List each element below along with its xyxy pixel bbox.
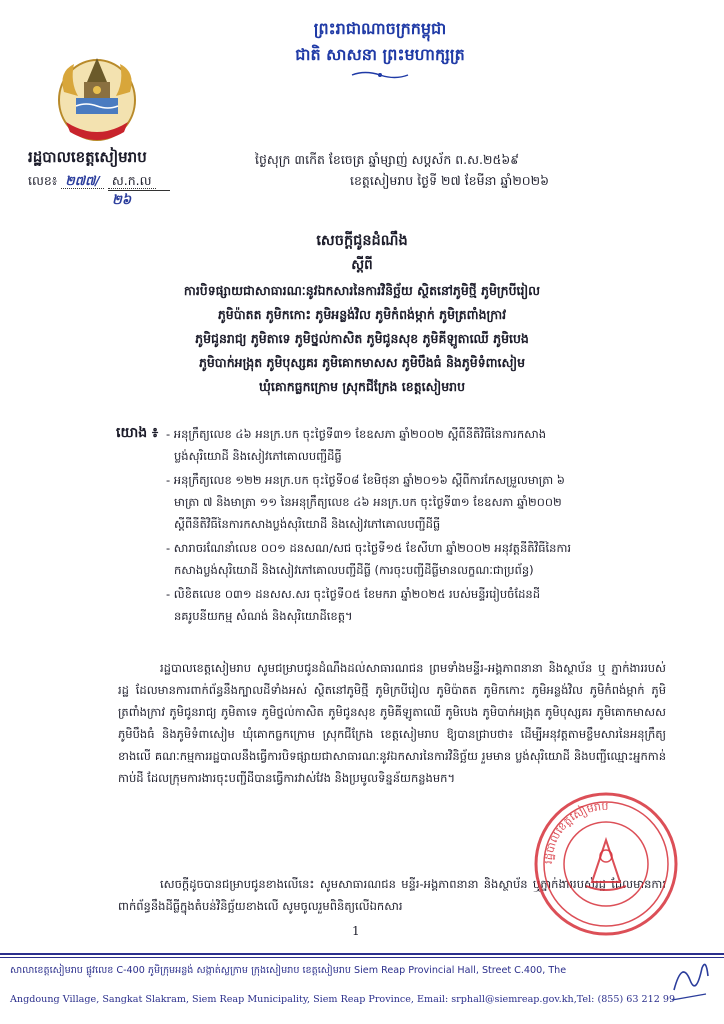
references-label: យោង ៖ — [116, 425, 159, 441]
reference-sub-number: ២៦ — [112, 193, 132, 208]
reference-text: កសាងប្លង់សុរិយោដី និងសៀវភៅគោលបញ្ជីដីធ្លី (ការចុះបញ្ជីដីធ្លីមានលក្ខណៈជាប្រព័ន្ធ) — [174, 563, 534, 577]
reference-text: មាត្រា ៧ និងមាត្រា ១១ នៃអនុក្រឹត្យលេខ ៤៦ អនក្រ.បក ចុះថ្ងៃទី៣១ ខែឧសភា ឆ្នាំ២០០២ — [174, 495, 562, 509]
reference-text: ប្លង់សុរិយោដី និងសៀវភៅគោលបញ្ជីដីធ្លី — [174, 449, 342, 463]
reference-divider — [108, 190, 170, 191]
nation-motto: ជាតិ សាសនា ព្រះមហាក្សត្រ — [295, 45, 465, 64]
reference-text: - លិខិតលេខ ០៣១ ដនសស.សរ ចុះថ្ងៃទី០៥ ខែមករា ឆ្នាំ២០២៥ របស់មន្ទីររៀបចំដែនដី — [166, 587, 541, 601]
reference-number-value: ២៧៧/ — [61, 173, 104, 189]
reference-item — [166, 583, 666, 627]
footer-contact: Angdoung Village, Sangkat Slakram, Siem Reap Municipality, Siem Reap Province, Email: srphall@siemreap.gov.kh,Tel: (855) 63 212 99 — [10, 994, 676, 1005]
notice-title: សេចក្ដីជូនដំណឹង — [316, 233, 408, 249]
footer-address: សាលាខេត្តសៀមរាប ផ្លូវលេខ C-400 ភូមិក្រុមអន្លង់ សង្កាត់ស្លក្រាម ក្រុងសៀមរាប ខេត្តសៀមរាប Siem Reap Provincial Hall, Street C.400, The — [10, 965, 567, 976]
ornament-divider-icon — [350, 70, 410, 80]
signature-mark — [668, 950, 712, 1010]
reference-text: - សារាចរណែនាំលេខ ០០១ ដនសណ/សជ ចុះថ្ងៃទី១៥ ខែសីហា ឆ្នាំ២០០២ អនុវត្តនីតិវិធីនៃការ — [166, 541, 572, 555]
notice-subject-line: ឃុំគោកធ្លកក្រោម ស្រុកជីក្រែង ខេត្តសៀមរាប — [258, 379, 466, 394]
reference-item — [166, 469, 666, 535]
notice-subject-line: ការបិទផ្សាយជាសាធារណៈនូវឯកសារនៃការវិនិច្ឆ័យ ស្ថិតនៅភូមិថ្មី ភូមិក្របីរៀល — [183, 283, 541, 298]
svg-text:រដ្ឋបាលខេត្តសៀមរាប: រដ្ឋបាលខេត្តសៀមរាប — [541, 799, 609, 865]
lunar-date: ថ្ងៃសុក្រ ៣កើត ខែចេត្រ ឆ្នាំម្សាញ់ សប្តស័ក ព.ស.២៥៦៩ — [255, 152, 520, 167]
reference-suffix: ស.ក.ល — [108, 173, 156, 189]
issuing-authority: រដ្ឋបាលខេត្តសៀមរាប — [28, 148, 147, 166]
kingdom-title: ព្រះរាជាណាចក្រកម្ពុជា — [313, 19, 447, 38]
notice-subject-label: ស្ដីពី — [351, 257, 373, 273]
notice-subject-line: ភូមិប៉ាតត ភូមិកកោះ ភូមិអន្លង់វិល ភូមិកំពង់ម្កាក់ ភូមិត្រពាំងក្រាវ — [217, 307, 507, 322]
notice-subject-line: ភូមិបាក់អង្រុត ភូមិបុស្សគរ ភូមិគោកមាសស ភូមិបឹងធំ និងភូមិទំពាសៀម — [198, 355, 526, 370]
footer-divider — [0, 957, 724, 958]
reference-text: - អនុក្រឹត្យលេខ ៤៦ អនក្រ.បក ចុះថ្ងៃទី៣១ ខែឧសភា ឆ្នាំ២០០២ ស្ដីពីនីតិវិធីនៃការកសាង — [166, 427, 547, 441]
page-number: 1 — [352, 924, 360, 938]
reference-label: លេខ៖ — [28, 173, 58, 188]
reference-text: នគរូបនីយកម្ម សំណង់ និងសុរិយោដីខេត្ត។ — [174, 609, 353, 623]
reference-item — [166, 537, 666, 581]
footer-divider — [0, 953, 724, 955]
place-date: ខេត្តសៀមរាប ថ្ងៃទី ២៧ ខែមីនា ឆ្នាំ២០២៦ — [350, 173, 549, 188]
body-paragraph: រដ្ឋបាលខេត្តសៀមរាប សូមជម្រាបជូនដំណឹងដល់សាធារណជន ព្រមទាំងមន្ទីរ-អង្គភាពនានា និងស្ថាប័ន ឬ ភ្នាក់ងាររបស់រដ្ឋ ដែលមានការពាក់ព័ន្ធនឹងក្បាលដីទាំងអស់ ស្ថិតនៅភូមិថ្មី ភូមិក្របីរៀល ភូមិប៉ាតត ភូមិកកោះ ភូមិអន្លង់វិល ភូមិកំពង់ម្កាក់ ភូមិត្រពាំងក្រាវ ភូមិជូនរាជ្យ ភូមិតាទេ ភូមិថ្នល់កាសិត ភូមិជូនសុខ ភូមិគីឡូតាឈើ ភូមិបេង ភូមិបាក់អង្រុត ភូមិបុស្សគរ ភូមិគោកមាសស ភូមិបឹងធំ និងភូមិទំពាសៀម ឃុំគោកធ្លកក្រោម ស្រុកជីក្រែង ខេត្តសៀមរាប ឱ្យបានជ្រាបថា៖ ដើម្បីអនុវត្តតាមខ្លឹមសារនៃអនុក្រឹត្យខាងលើ គណៈកម្មការរដ្ឋបាលនឹងធ្វើការបិទផ្សាយជាសាធារណៈនូវឯកសារនៃការវិនិច្ឆ័យ រួមមាន ប្លង់សុរិយោដី និងបញ្ជីឈ្មោះអ្នកកាន់កាប់ដី ដែលក្រុមការងារចុះបញ្ជីដីបានធ្វើការវាស់វែង និងប្រមូលទិន្នន័យកន្លងមក។ — [118, 661, 666, 785]
body-paragraph: សេចក្ដីដូចបានជម្រាបជូនខាងលើនេះ សូមសាធារណជន មន្ទីរ-អង្គភាពនានា និងស្ថាប័ន ឬភ្នាក់ងាររបស់រដ្ឋ ដែលមានការពាក់ព័ន្ធនឹងដីធ្លីក្នុងតំបន់វិនិច្ឆ័យខាងលើ សូមចូលរួមពិនិត្យលើឯកសារ — [118, 877, 666, 913]
official-seal-stamp — [532, 790, 680, 938]
reference-text: - អនុក្រឹត្យលេខ ១២២ អនក្រ.បក ចុះថ្ងៃទី០៨ ខែមិថុនា ឆ្នាំ២០១៦ ស្ដីពីការកែសម្រួលមាត្រា ៦ — [166, 473, 565, 487]
references-list — [166, 423, 666, 629]
reference-text: ស្ដីពីនីតិវិធីនៃការកសាងប្លង់សុរិយោដី និងសៀវភៅគោលបញ្ជីដីធ្លី — [174, 517, 441, 531]
reference-item — [166, 423, 666, 467]
provincial-emblem-logo — [52, 52, 142, 144]
notice-subject-line: ភូមិជូនរាជ្យ ភូមិតាទេ ភូមិថ្នល់កាសិត ភូមិជូនសុខ ភូមិគីឡូតាឈើ ភូមិបេង — [195, 331, 529, 346]
